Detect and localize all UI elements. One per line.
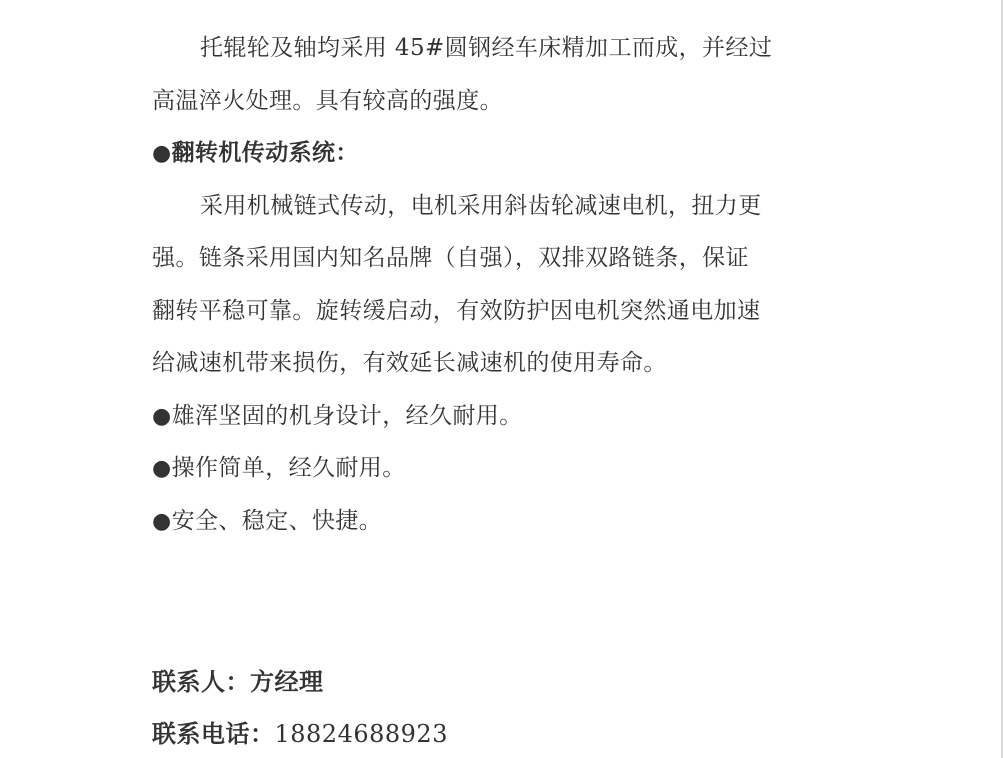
paragraph-line: 强。链条采用国内知名品牌（自强），双排双路链条，保证: [152, 245, 749, 271]
contact-person-label: 联系人：: [152, 667, 250, 696]
bullet-text: 安全、稳定、快捷。: [171, 507, 383, 534]
bullet-text: 操作简单，经久耐用。: [171, 455, 406, 481]
bullet-text: 雄浑坚固的机身设计，经久耐用。: [171, 402, 523, 429]
contact-phone-number: 18824688923: [274, 720, 448, 748]
bullet-icon: ●: [152, 508, 172, 534]
paragraph-line: 给减速机带来损伤，有效延长减速机的使用寿命。: [152, 350, 667, 376]
contact-phone: [152, 714, 448, 749]
bullet-icon: ●: [152, 403, 172, 429]
bullet-item: [152, 495, 812, 548]
document-body: [152, 22, 812, 547]
section-heading: [152, 127, 812, 180]
paragraph-line: 高温淬火处理。具有较高的强度。: [152, 87, 503, 114]
bullet-icon: ●: [152, 140, 172, 166]
contact-person-name: 方经理: [250, 667, 324, 696]
bullet-item: [152, 390, 812, 443]
contact-phone-label: 联系电话：: [152, 719, 275, 748]
bullet-icon: ●: [152, 456, 172, 481]
paragraph-line: 翻转平稳可靠。旋转缓启动，有效防护因电机突然通电加速: [152, 297, 761, 324]
contact-person: [152, 662, 324, 697]
paragraph-line: 托辊轮及轴均采用 45#圆钢经车床精加工而成，并经过: [200, 35, 773, 61]
paragraph-line: 采用机械链式传动，电机采用斜齿轮减速电机，扭力更: [200, 192, 762, 219]
section-heading-text: 翻转机传动系统：: [171, 139, 359, 166]
bullet-item: [152, 442, 812, 495]
